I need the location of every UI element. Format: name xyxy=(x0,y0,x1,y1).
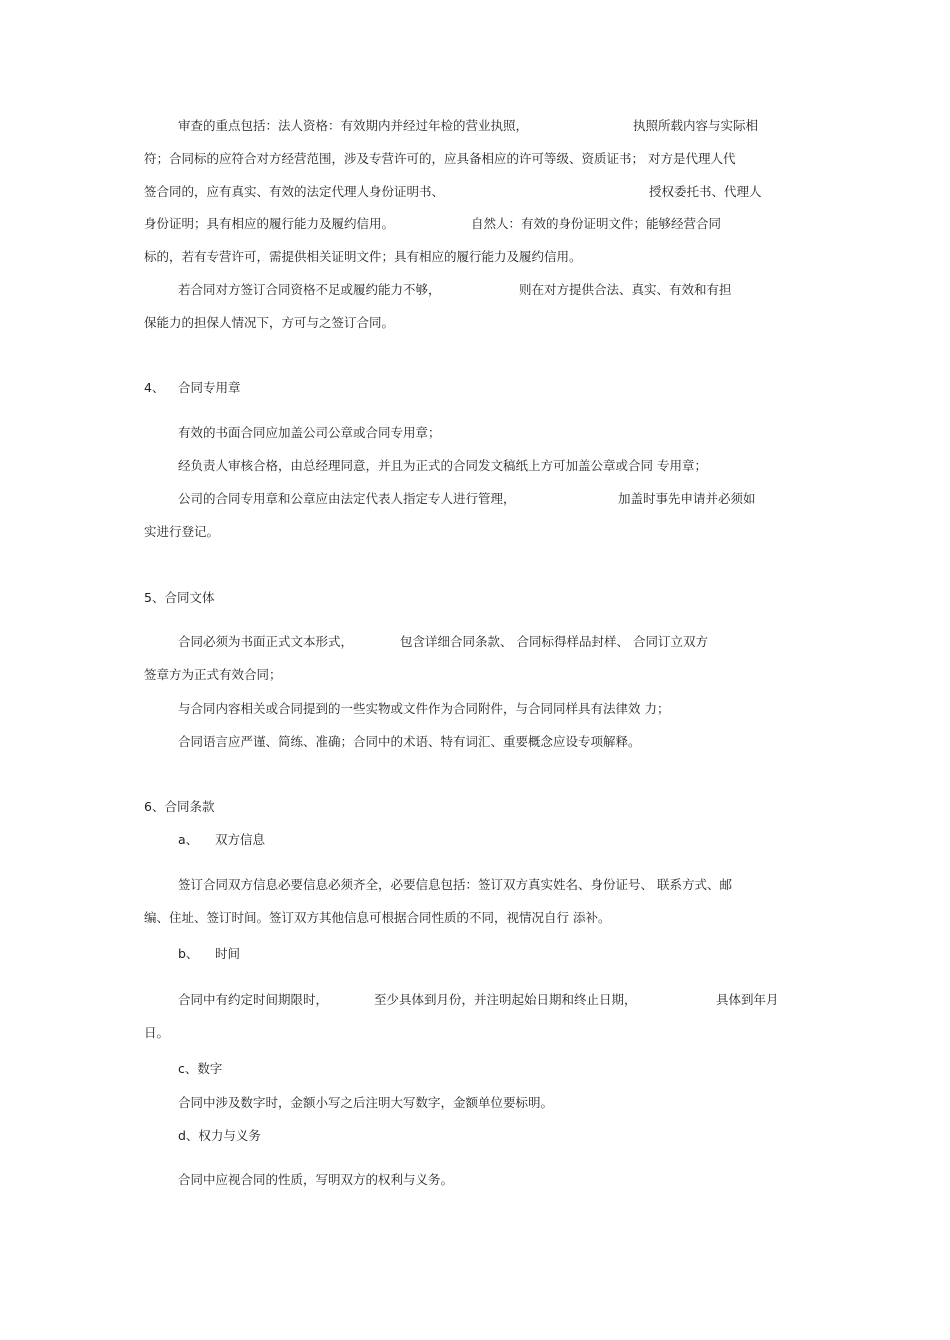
paragraph-text: 加盖时事先申请并必须如 xyxy=(618,491,756,506)
paragraph-text: 具体到年月 xyxy=(716,992,779,1007)
paragraph-text: 合同中有约定时间期限时， xyxy=(178,992,329,1007)
intro-text: 签合同的，应有真实、有效的法定代理人身份证明书、 xyxy=(144,184,445,199)
intro-text: 若合同对方签订合同资格不足或履约能力不够， xyxy=(178,282,441,297)
section-4-paragraph-1 xyxy=(0,421,950,445)
subsection-c-heading xyxy=(0,1057,950,1081)
section-6-heading xyxy=(0,795,950,819)
paragraph-text: 合同中应视合同的性质，写明双方的权利与义务。 xyxy=(178,1172,454,1187)
section-5-paragraph-1 xyxy=(0,630,950,654)
section-5-paragraph-1-cont xyxy=(0,663,950,687)
intro-line-2 xyxy=(0,147,950,171)
intro-text: 审查的重点包括：法人资格：有效期内并经过年检的营业执照， xyxy=(178,118,529,133)
subsection-d-paragraph xyxy=(0,1168,950,1192)
intro-line-5 xyxy=(0,245,950,269)
section-number: 4、 xyxy=(144,380,165,395)
paragraph-text: 签章方为正式有效合同； xyxy=(144,667,282,682)
intro-line-6 xyxy=(0,278,950,302)
paragraph-text: 实进行登记。 xyxy=(144,524,220,539)
subsection-title: 时间 xyxy=(215,946,241,961)
intro-line-7 xyxy=(0,311,950,335)
section-4-heading xyxy=(0,376,950,400)
paragraph-text: 包含详细合同条款、 合同标得样品封样、 合同订立双方 xyxy=(400,634,708,649)
subsection-b-paragraph-cont xyxy=(0,1021,950,1045)
subsection-c-paragraph xyxy=(0,1091,950,1115)
section-5-paragraph-2 xyxy=(0,697,950,721)
subsection-label: b、 xyxy=(178,946,199,961)
section-4-paragraph-3-cont xyxy=(0,520,950,544)
intro-line-3 xyxy=(0,180,950,204)
intro-text: 保能力的担保人情况下，方可与之签订合同。 xyxy=(144,315,395,330)
subsection-label: a、 xyxy=(178,832,199,847)
intro-text: 授权委托书、代理人 xyxy=(649,184,762,199)
paragraph-text: 至少具体到月份，并注明起始日期和终止日期， xyxy=(374,992,637,1007)
subsection-a-heading xyxy=(0,828,950,852)
paragraph-text: 编、住址、签订时间。签订双方其他信息可根据合同性质的不同，视情况自行 添补。 xyxy=(144,910,611,925)
intro-text: 标的，若有专营许可，需提供相关证明文件；具有相应的履行能力及履约信用。 xyxy=(144,249,582,264)
paragraph-text: 合同中涉及数字时，金额小写之后注明大写数字，金额单位要标明。 xyxy=(178,1095,554,1110)
subsection-a-paragraph-cont xyxy=(0,906,950,930)
subsection-b-paragraph xyxy=(0,988,950,1012)
paragraph-text: 与合同内容相关或合同提到的一些实物或文件作为合同附件，与合同同样具有法律效 力； xyxy=(178,701,670,716)
subsection-b-heading xyxy=(0,942,950,966)
section-5-heading xyxy=(0,586,950,610)
intro-text: 执照所载内容与实际相 xyxy=(633,118,759,133)
intro-line-4 xyxy=(0,212,950,236)
section-title: 6、合同条款 xyxy=(144,799,215,814)
intro-line-1 xyxy=(0,114,950,138)
paragraph-text: 合同语言应严谨、简练、准确；合同中的术语、特有词汇、重要概念应设专项解释。 xyxy=(178,734,641,749)
paragraph-text: 经负责人审核合格，由总经理同意，并且为正式的合同发文稿纸上方可加盖公章或合同 专用章； xyxy=(178,458,707,473)
section-4-paragraph-3 xyxy=(0,487,950,511)
subsection-title: c、数字 xyxy=(178,1061,223,1076)
subsection-d-heading xyxy=(0,1124,950,1148)
intro-text: 则在对方提供合法、真实、有效和有担 xyxy=(519,282,732,297)
section-4-paragraph-2 xyxy=(0,454,950,478)
subsection-a-paragraph xyxy=(0,873,950,897)
intro-text: 自然人：有效的身份证明文件；能够经营合同 xyxy=(471,216,722,231)
subsection-title: d、权力与义务 xyxy=(178,1128,261,1143)
paragraph-text: 公司的合同专用章和公章应由法定代表人指定专人进行管理， xyxy=(178,491,516,506)
intro-text: 符；合同标的应符合对方经营范围，涉及专营许可的，应具备相应的许可等级、资质证书； 对方是代理人代 xyxy=(144,151,736,166)
paragraph-text: 有效的书面合同应加盖公司公章或合同专用章； xyxy=(178,425,441,440)
section-5-paragraph-3 xyxy=(0,730,950,754)
subsection-title: 双方信息 xyxy=(215,832,266,847)
section-title: 5、合同文体 xyxy=(144,590,215,605)
section-title: 合同专用章 xyxy=(178,380,241,395)
intro-text: 身份证明；具有相应的履行能力及履约信用。 xyxy=(144,216,395,231)
paragraph-text: 签订合同双方信息必要信息必须齐全，必要信息包括：签订双方真实姓名、身份证号、 联系方式、邮 xyxy=(178,877,732,892)
paragraph-text: 合同必须为书面正式文本形式， xyxy=(178,634,354,649)
paragraph-text: 日。 xyxy=(144,1025,170,1040)
